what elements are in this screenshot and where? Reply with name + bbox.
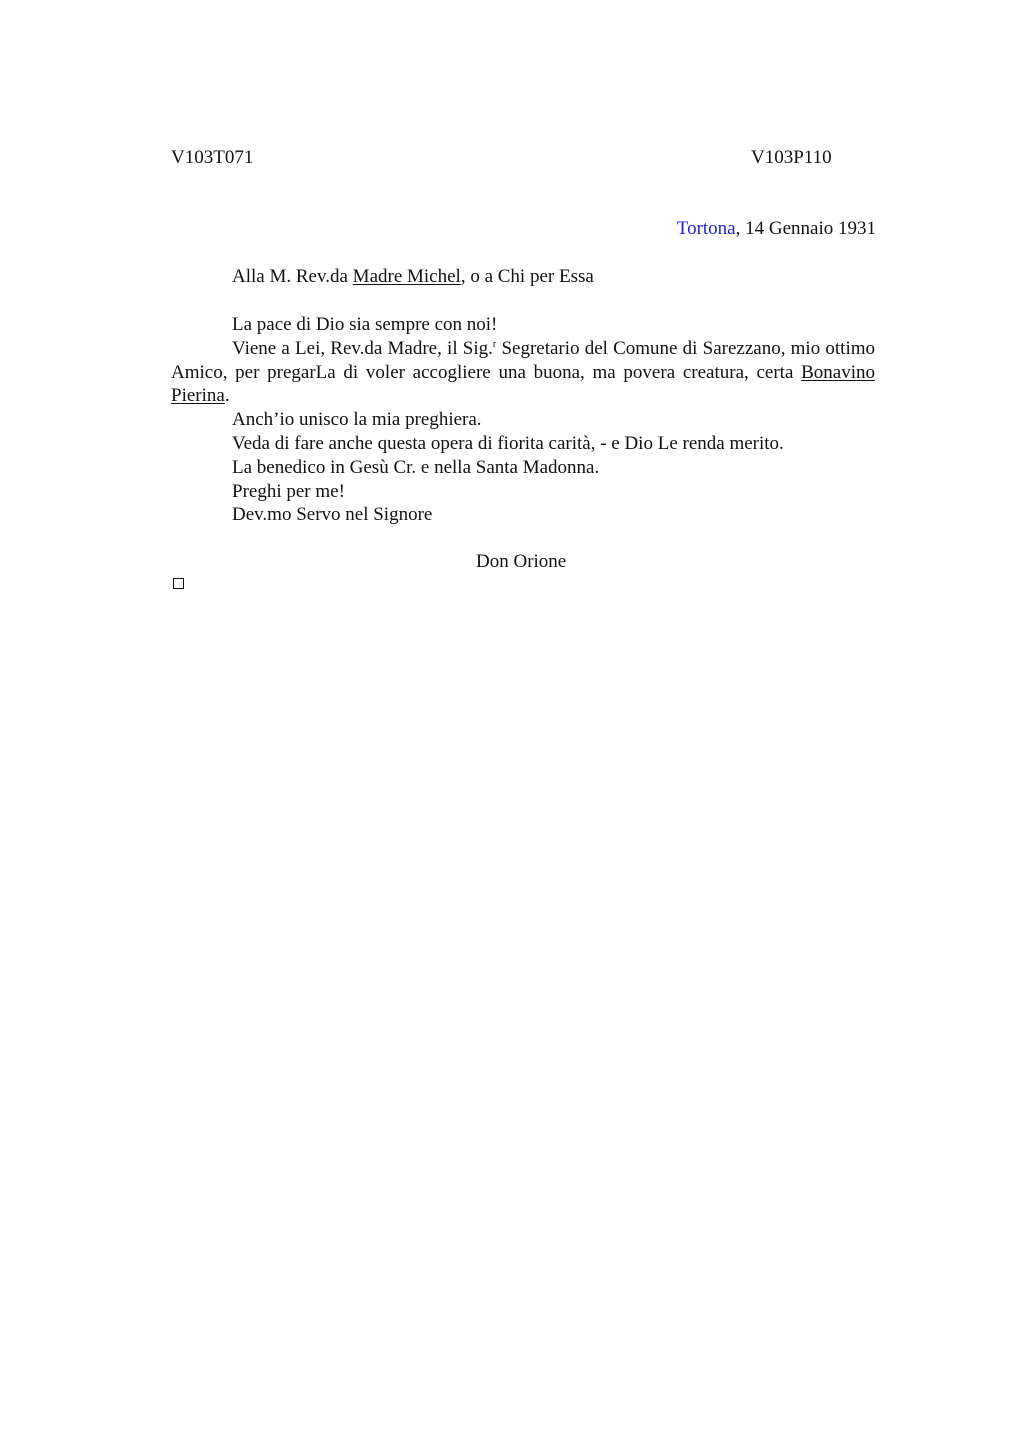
address-suffix: , o a Chi per Essa — [460, 266, 594, 287]
dateline — [677, 217, 876, 241]
body-line-blessing: La benedico in Gesù Cr. e nella Santa Madonna. — [232, 456, 600, 478]
body-line-pray-for-me: Preghi per me! — [232, 480, 345, 502]
dateline-place: Tortona — [676, 218, 736, 239]
para2-name: Bonavino Pierina — [171, 361, 875, 407]
signature: Don Orione — [476, 551, 567, 572]
address-prefix: Alla M. Rev.da — [232, 266, 353, 287]
para2-superscript: r — [492, 338, 497, 350]
para2-rest: Segretario del Comune di Sarezzano, mio ottimo Amico, per pregarLa di voler accogliere una buona, ma povera creatura, certa — [171, 337, 875, 383]
body-greeting: La pace di Dio sia sempre con noi! — [232, 314, 498, 335]
para2-end: . — [224, 385, 230, 407]
body-line-charity: Veda di fare anche questa opera di fiorita carità, - e Dio Le renda merito. — [232, 432, 784, 454]
document-code-left: V103T071 — [171, 147, 254, 168]
body-line-prayer: Anch’io unisco la mia preghiera. — [232, 409, 482, 431]
para2-start: Viene a Lei, Rev.da Madre, il Sig. — [232, 337, 493, 359]
body-paragraph-request — [171, 337, 875, 408]
address-recipient: Madre Michel — [352, 266, 461, 287]
empty-square-icon — [173, 578, 184, 589]
document-code-right: V103P110 — [751, 147, 832, 168]
dateline-date: , 14 Gennaio 1931 — [735, 218, 876, 239]
body-line-closing: Dev.mo Servo nel Signore — [232, 504, 433, 526]
salutation-address — [232, 265, 594, 289]
letter-body — [171, 313, 875, 527]
